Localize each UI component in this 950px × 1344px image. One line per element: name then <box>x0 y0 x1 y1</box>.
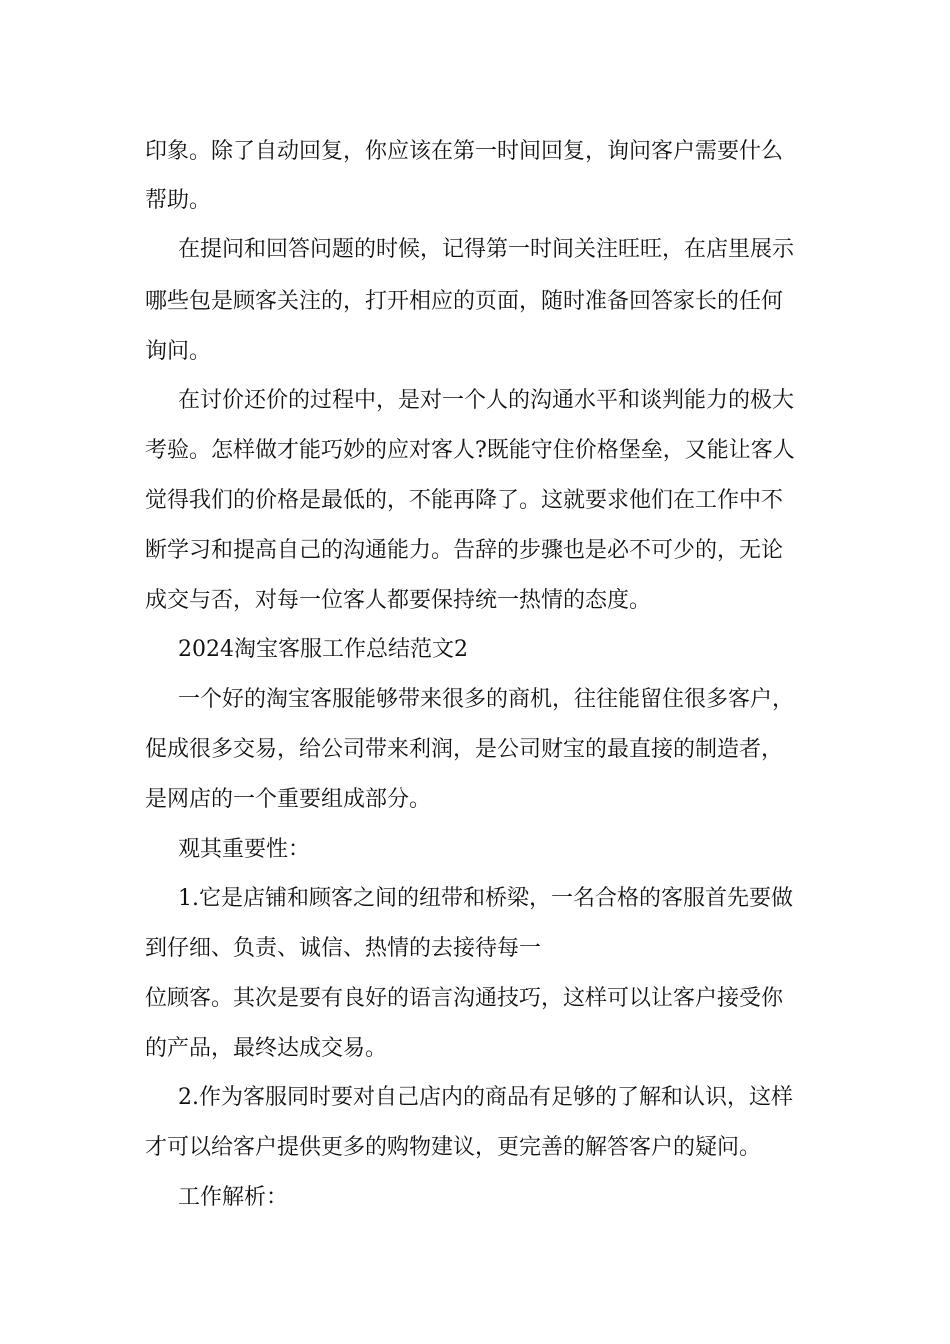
paragraph-line: 1.它是店铺和顾客之间的纽带和桥梁，一名合格的客服首先要做 <box>178 886 793 911</box>
paragraph-line: 成交与否，对每一位客人都要保持统一热情的态度。 <box>145 588 652 613</box>
paragraph-line: 帮助。 <box>145 188 212 213</box>
paragraph-line: 一个好的淘宝客服能够带来很多的商机，往往能留住很多客户， <box>178 687 795 712</box>
paragraph-line: 促成很多交易，给公司带来利润，是公司财宝的最直接的制造者， <box>145 737 784 762</box>
paragraph-line: 在讨价还价的过程中，是对一个人的沟通水平和谈判能力的极大 <box>178 388 795 413</box>
paragraph-line: 是网店的一个重要组成部分。 <box>145 787 432 812</box>
paragraph-line: 到仔细、负责、诚信、热情的去接待每一 <box>145 936 542 961</box>
paragraph-line: 哪些包是顾客关注的，打开相应的页面，随时准备回答家长的任何 <box>145 289 784 314</box>
paragraph-line: 询问。 <box>145 339 212 364</box>
paragraph-line: 在提问和回答问题的时候，记得第一时间关注旺旺，在店里展示 <box>178 237 795 262</box>
paragraph-line: 考验。怎样做才能巧妙的应对客人?既能守住价格堡垒，又能让客人 <box>145 438 795 463</box>
paragraph-line: 断学习和提高自己的沟通能力。告辞的步骤也是必不可少的，无论 <box>145 538 784 563</box>
paragraph-line: 工作解析： <box>178 1185 289 1210</box>
paragraph-line: 才可以给客户提供更多的购物建议，更完善的解答客户的疑问。 <box>145 1135 762 1160</box>
paragraph-line: 的产品，最终达成交易。 <box>145 1036 388 1061</box>
paragraph-line: 觉得我们的价格是最低的，不能再降了。这就要求他们在工作中不 <box>145 488 784 513</box>
paragraph-line: 2.作为客服同时要对自己店内的商品有足够的了解和认识，这样 <box>178 1085 793 1110</box>
paragraph-line: 位顾客。其次是要有良好的语言沟通技巧，这样可以让客户接受你 <box>145 986 784 1011</box>
section-heading: 2024淘宝客服工作总结范文2 <box>178 637 468 662</box>
paragraph-line: 印象。除了自动回复，你应该在第一时间回复，询问客户需要什么 <box>145 139 784 164</box>
paragraph-line: 观其重要性： <box>178 837 311 862</box>
